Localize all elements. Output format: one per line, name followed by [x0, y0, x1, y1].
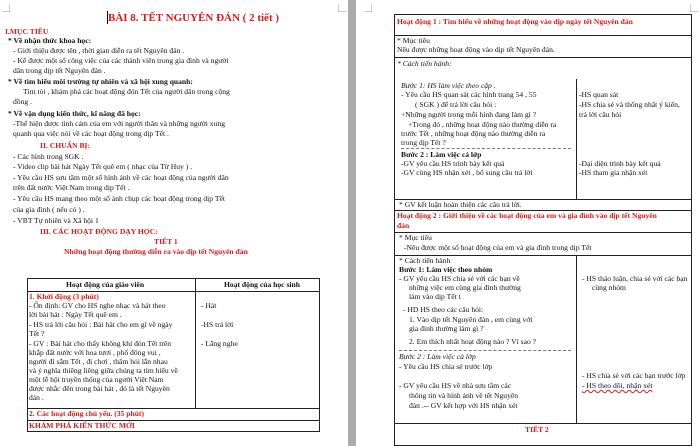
prep-line: - Video clip bài hát Ngày Tết quê em ( nhạc của Từ Huy ) .	[13, 162, 193, 171]
activities-heading: III. CÁC HOẠT ĐỘNG DẠY HỌC:	[40, 227, 158, 236]
activity-2-student-line: - HS theo dõi, nhận xét	[582, 381, 653, 390]
crop-mark	[690, 4, 698, 12]
lesson-1-label: TIẾT 1	[154, 237, 178, 246]
activity-2-teacher-line: - GV yêu cầu HS chia sẻ với các bạn về	[399, 274, 520, 283]
activity-1-student-line: -HS tham gia nhận xét	[579, 168, 648, 177]
knowledge-line: - Kể được một số công việc của các thành viên trong gia đình và người	[13, 56, 229, 65]
activity-1-method-label: * Cách tiến hành:	[397, 59, 452, 68]
activity-2-teacher-line: 1. Vào dịp tết Nguyên đán , em cùng với	[409, 315, 533, 324]
teacher-line: được nhắc đến trong bài hát , đó là tết Nguyên	[29, 384, 170, 393]
teacher-column-header: Hoạt động của giáo viên	[66, 280, 145, 289]
teacher-line: - HS trả lời câu hỏi : Bài hát cho em gì về ngày	[29, 320, 173, 329]
activity-1-step-1: Bước 1: HS làm việc theo cặp .	[401, 81, 496, 90]
discover-heading: KHÁM PHÁ KIẾN THỨC MỚI	[29, 421, 135, 430]
activity-2-step-1: Bước 1: Làm việc theo nhóm	[399, 265, 493, 274]
activity-2-goal-label: * Mục tiêu	[399, 233, 432, 242]
activity-2-student-line: - HS chia sẻ với các bạn trước lớp	[582, 371, 686, 380]
document-page-1	[0, 0, 348, 446]
activity-2-step-2: Bước 2 : Làm việc cả lớp	[399, 352, 476, 361]
lesson-1-title: Những hoạt động thường diễn ra vào dịp tết Nguyên đán	[64, 247, 248, 256]
teacher-line: một lễ hội truyền thống của người Việt Nam	[29, 375, 164, 384]
main-activities-heading: 2. Các hoạt động chủ yếu. (35 phút)	[29, 409, 144, 418]
teacher-line: đán .	[29, 393, 44, 402]
activity-2-heading-cont: đán	[397, 221, 410, 230]
activity-1-heading: Hoạt động 1 : Tìm hiểu về những hoạt động vào dịp ngày tết Nguyên đán	[397, 17, 633, 26]
warmup-heading: 1. Khởi động (3 phút)	[29, 292, 99, 301]
skills-line: -Thể hiện được tình cảm của em với người thân và những người xung	[13, 119, 225, 128]
explore-line: đồng .	[13, 97, 32, 106]
activity-2-teacher-line: 2. Em thích nhất hoạt động nào ? Vì sao ?	[409, 337, 537, 346]
activity-1-teacher-line: ( SGK ) để trả lời câu hỏi :	[415, 100, 497, 109]
teacher-line: - GV : Bài hát cho thấy không khí đón Tết trên	[29, 339, 172, 348]
activity-1-student-line: -HS chia sẻ và thống nhất ý kiến,	[579, 100, 680, 109]
prep-line: trên đất nước Việt Nam trong dịp Tết .	[13, 183, 130, 192]
crop-mark	[364, 4, 372, 12]
crop-mark	[2, 4, 10, 12]
teacher-line: - Ổn định: GV cho HS nghe nhạc và hát theo	[29, 301, 166, 310]
activity-2-teacher-line: gia đình thường làm gì ?	[409, 324, 484, 333]
crop-mark	[338, 4, 346, 12]
activity-1-conclusion: * GV kết luận hoàn thiện các câu trả lời.	[399, 200, 522, 209]
activity-2-heading: Hoạt động 2 : Giới thiệu về các hoạt động của em và gia đình vào dịp tết Nguyên	[397, 211, 657, 220]
knowledge-heading: * Về nhận thức khoa học:	[8, 36, 92, 45]
teacher-line: người đi sắm Tết , đi chơi , thăm hỏi lẫn nhau	[29, 357, 168, 366]
teacher-line: và ý nghĩa thiêng liêng giữa chúng ta tìm hiểu về	[29, 366, 178, 375]
activity-1-student-line: -Đại diện trình bày kết quả	[579, 159, 661, 168]
objectives-heading: I.MỤC TIÊU	[5, 27, 49, 36]
activity-1-teacher-line: trước Tết , những hoạt động nào thường diễn ra	[401, 129, 546, 138]
teacher-line: lời bài hát : Ngày Tết quê em .	[29, 310, 122, 319]
activity-1-step-2: Bước 2 : Làm việc cả lớp	[401, 150, 482, 159]
activity-1-teacher-line: +Trong đó , những hoạt động nào thường diễn ra	[408, 120, 557, 129]
activity-1-student-line: -HS quan sát	[579, 90, 619, 99]
activity-2-student-line: cùng nhóm	[592, 283, 626, 292]
text-cursor	[107, 11, 108, 24]
student-line: - Hát	[201, 301, 217, 310]
activity-2-step-2-line: thông tin và hình ảnh về tết Nguyên	[409, 391, 519, 400]
teacher-line: khắp đất nước với hoa tươi , phố đông vui ,	[29, 348, 161, 357]
activity-2-teacher-line: - HD HS theo các câu hỏi:	[403, 305, 484, 314]
prep-line: - VBT Tự nhiên và Xã hội 1	[13, 216, 99, 225]
prep-line: - Yêu cầu HS sưu tầm một số hình ảnh về các hoạt động của người dân	[13, 173, 229, 182]
activity-2-teacher-line: làm vào dịp Tết t	[409, 292, 461, 301]
activity-1-step-2-line: -GV cùng HS nhận xét , bổ sung câu trả lời	[401, 168, 533, 177]
activity-1-teacher-line: trong dịp Tết ?	[401, 138, 446, 147]
activity-2-step-2-line: - GV yêu cầu HS về nhà sưu tầm các	[399, 381, 512, 390]
activity-2-student-line: - HS thảo luận, chia sẻ với các bạn	[582, 274, 688, 283]
activity-2-method-label: * Cách tiến hành	[399, 256, 451, 265]
student-line: - Lắng nghe	[201, 339, 238, 348]
student-column-header: Hoạt động của học sinh	[224, 280, 300, 289]
skills-heading: * Về vận dụng kiến thức, kĩ năng đã học:	[8, 109, 141, 118]
activity-1-teacher-line: - Yêu cầu HS quan sát các hình trang 54 , 55	[401, 90, 537, 99]
explore-heading: * Về tìm hiểu môi trường tự nhiên và xã hội xung quanh:	[8, 77, 193, 86]
teacher-line: Tết ?	[29, 329, 45, 338]
explore-line: Tìm tòi , khám phá các hoạt động đón Tết của người dân trong cộng	[23, 87, 230, 96]
lesson-2-label: TIẾT 2	[525, 425, 549, 434]
preparation-heading: II. CHUẨN BỊ:	[40, 141, 90, 150]
skills-line: quanh qua việc nói về các hoạt động trong dịp Tết .	[13, 129, 169, 138]
knowledge-line: - Giới thiệu được tên , thời gian diễn ra tết Nguyên đán .	[13, 46, 185, 55]
student-line: -HS trả lời	[201, 320, 234, 329]
prep-line: của gia đình ( nếu có ) .	[13, 205, 85, 214]
activity-1-goal-label: * Mục tiêu	[397, 36, 430, 45]
activity-1-step-2-line: -GV yêu cầu HS trình bày kết quả	[401, 159, 505, 168]
activity-1-teacher-line: +Những người trong mỗi hình đang làm gì ?	[401, 110, 537, 119]
activity-2-step-2-line: - Yêu cầu HS chia sẻ trước lớp	[399, 362, 493, 371]
lesson-title: BÀI 8. TẾT NGUYÊN ĐÁN ( 2 tiết )	[108, 12, 280, 24]
activity-1-goal: Nêu được những hoạt động vào dịp tết Nguyên đán.	[397, 45, 555, 54]
activity-2-goal: -Nêu được một số hoạt động của em và gia đình trong dịp Tết	[404, 243, 592, 252]
activity-1-student-line: trả lời câu hỏi	[579, 110, 622, 119]
document-page-2	[356, 0, 700, 446]
activity-2-step-2-line: đán .-- GV kết hợp với HS nhận xét	[409, 401, 518, 410]
prep-line: - Yêu cầu HS mang theo một số ảnh chụp các hoạt động trong dịp Tết	[13, 194, 225, 203]
knowledge-line: dân trong dịp tết Nguyên đán .	[13, 66, 106, 75]
activity-2-teacher-line: những việc em cùng gia đình thường	[409, 283, 521, 292]
prep-line: - Các hình trong SGK .	[13, 152, 84, 161]
